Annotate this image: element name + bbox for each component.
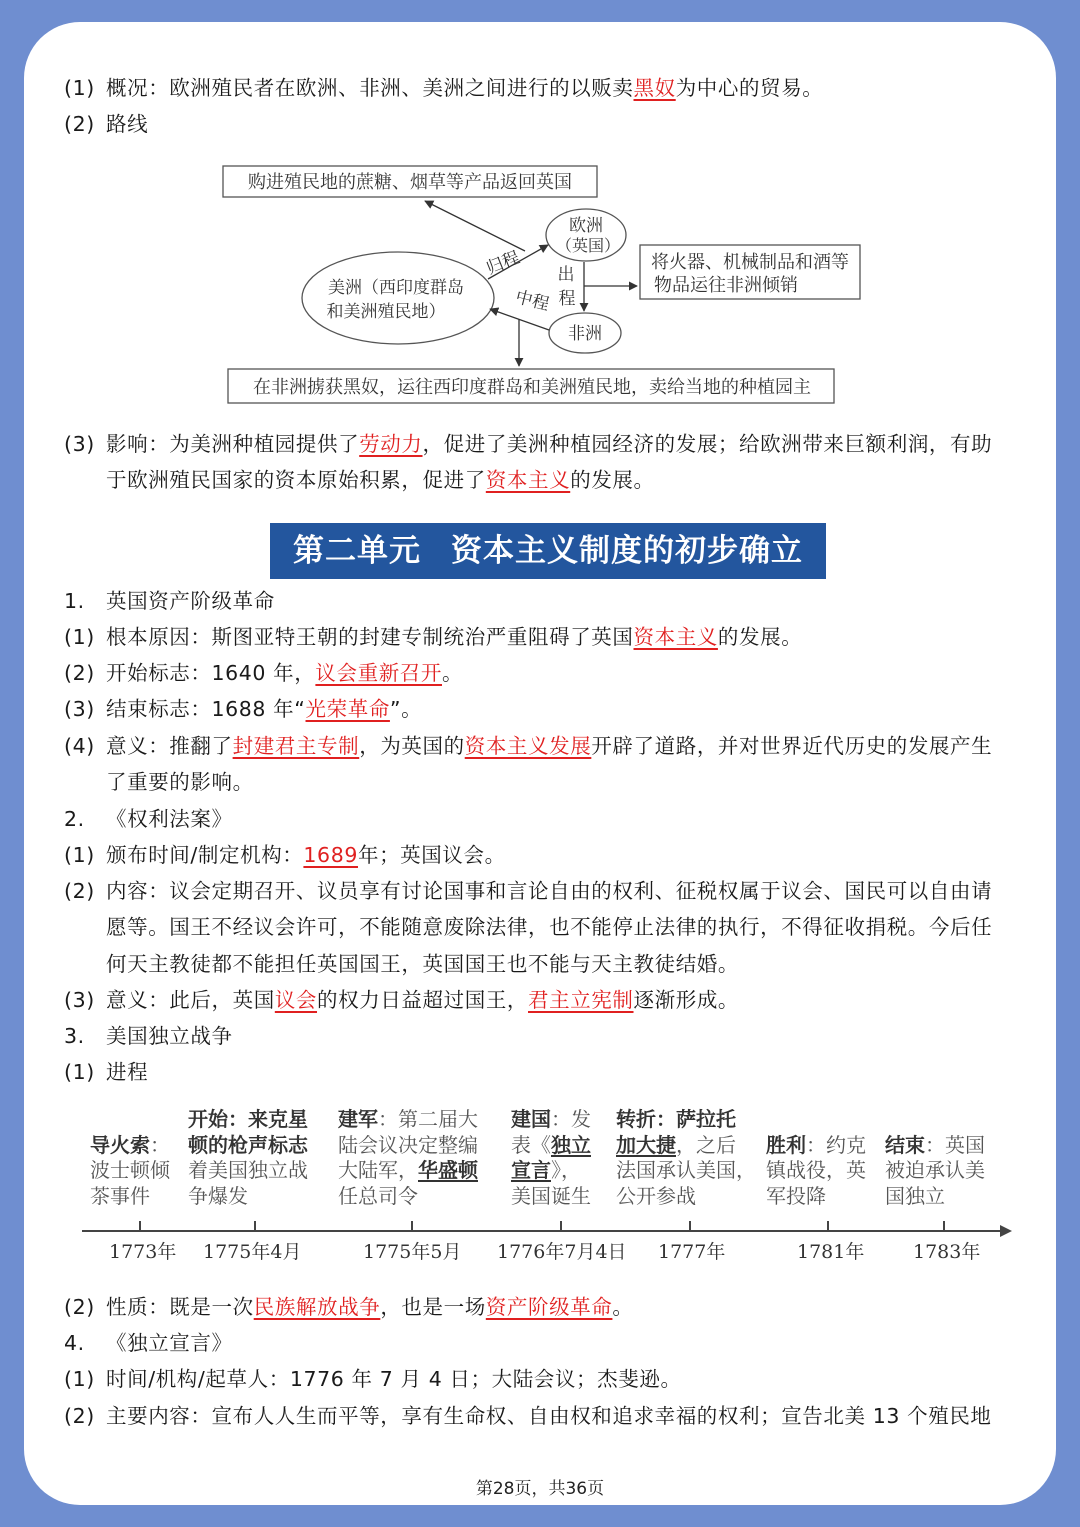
arrow-to-top-box [425,201,525,251]
text: 意义：推翻了 [106,734,233,758]
box-return-goods-text: 购进殖民地的蔗糖、烟草等产品返回英国 [248,172,572,193]
label-middle-leg: 中程 [513,287,552,315]
box-export-goods-text: 将火器、机械制品和酒等 [651,252,849,273]
text: ：发 [551,1107,591,1131]
section-number: 4. [64,1331,85,1355]
timeline-year: 1775年5月 [363,1241,462,1263]
key-term: 华盛顿 [418,1158,478,1182]
section-title [64,1325,1020,1361]
timeline-event [188,1107,308,1209]
text: 为中心的贸易。 [675,76,824,100]
section-heading: 《独立宣言》 [106,1331,233,1355]
event-label: 胜利 [766,1132,806,1157]
item-number: (3) [64,697,95,721]
text: 大陆军， [338,1158,418,1182]
item-number: (1) [64,625,95,649]
unit-heading [270,523,826,579]
text: ： [150,1132,170,1157]
node-america-label: 美洲（西印度群岛 [328,278,464,298]
triangular-trade-diagram [0,0,1080,420]
text: ，促进了美洲种植园经济的发展；给欧洲带来巨额利润，有助 [422,432,993,456]
key-term: 资本主义 [633,625,718,649]
timeline-event [766,1107,866,1209]
timeline-year: 1783年 [913,1241,981,1263]
war-process-label [64,1054,1020,1090]
text: 表《 [511,1132,551,1157]
text: 法国承认美国， [616,1158,756,1182]
page-number: 第28页，共36页 [475,1479,605,1499]
node-africa-label: 非洲 [568,324,602,344]
war-nature [64,1289,1020,1325]
text: 》， [551,1158,581,1182]
node-america [302,252,494,344]
item-number: (3) [64,432,95,456]
item-number: (1) [64,76,95,100]
text: 何天主教徒都不能担任英国国王，英国国王也不能与天主教徒结婚。 [106,952,739,976]
node-america-label: 和美洲殖民地） [326,302,446,322]
timeline-event [511,1107,591,1209]
text: ：萨拉托 [656,1107,736,1131]
key-term: 议会 [274,988,318,1012]
text: 军投降 [766,1183,826,1208]
text: 主要内容：宣布人人生而平等，享有生命权、自由权和追求幸福的权利；宣告北美 13 个殖民地 [106,1404,992,1428]
key-term: 民族解放战争 [253,1295,381,1319]
text: ：英国 [925,1132,985,1157]
text: 的发展。 [570,468,655,492]
text: 了重要的影响。 [106,770,254,794]
item-number: (1) [64,1367,95,1391]
item-number: (2) [64,1295,95,1319]
text: 。 [442,661,464,685]
text: ：第二届大 [378,1107,478,1131]
text: 路线 [106,112,149,136]
text: 开辟了道路，并对世界近代历史的发展产生 [591,734,993,758]
timeline-year: 1781年 [797,1241,865,1263]
text: 年；英国议会。 [357,843,506,867]
key-term: 劳动力 [359,432,423,456]
bill-content-line-1 [64,873,1020,909]
text: ”。 [389,697,423,721]
text: 意义：此后，英国 [106,988,275,1012]
item-number: (2) [64,661,95,685]
bill-content-line-3 [64,946,1020,982]
text: 美国诞生 [511,1183,591,1208]
box-export-goods-text: 物品运往非洲倾销 [654,275,798,296]
text: 国独立 [885,1183,945,1208]
section-heading: 美国独立战争 [106,1024,233,1048]
revolution-cause [64,619,1020,655]
section-title [64,801,1020,837]
revolution-meaning-line-2 [64,764,1020,800]
timeline-axis [0,1210,1080,1240]
item-number: (1) [64,1060,95,1084]
key-term: 1689 [303,843,358,867]
item-number: (4) [64,734,95,758]
text: 争爆发 [188,1183,248,1208]
text: 于欧洲殖民国家的资本原始积累，促进了 [106,468,486,492]
event-label: 导火索 [90,1132,150,1157]
section-number: 2. [64,807,85,831]
text: 被迫承认美 [885,1158,985,1182]
event-label: 建国 [511,1107,551,1131]
text: 进程 [106,1060,149,1084]
text: 公开参战 [616,1183,696,1208]
text: 的权力日益超过国王， [317,988,529,1012]
text: 性质：既是一次 [106,1295,254,1319]
key-term: 黑奴 [633,76,676,100]
event-label: 建军 [338,1107,378,1131]
text: 根本原因：斯图亚特王朝的封建专制统治严重阻碍了英国 [106,625,634,649]
section-number: 1. [64,589,85,613]
item-number: (3) [64,988,95,1012]
node-europe-label: 欧洲 [569,216,603,236]
text: ，为英国的 [359,734,465,758]
bill-meaning [64,982,1020,1018]
text: ，也是一场 [380,1295,486,1319]
text: 任总司令 [338,1183,418,1208]
timeline-year: 1773年 [109,1241,177,1263]
text: 顿的枪声标志 [188,1132,308,1157]
text: ：约克 [806,1132,866,1157]
text: 结束标志：1688 年“ [106,697,306,721]
key-term: 加大捷 [616,1132,676,1157]
bill-content-line-2 [64,909,1020,945]
text: 影响：为美洲种植园提供了 [106,432,360,456]
event-label: 开始 [188,1107,228,1131]
key-term: 封建君主专制 [232,734,360,758]
text: 愿等。国王不经议会许可，不能随意废除法律，也不能停止法律的执行，不得征收捐税。今后任 [106,915,993,939]
section-heading: 英国资产阶级革命 [106,589,275,613]
node-europe-label: （英国） [555,236,621,255]
timeline-event [90,1107,170,1209]
revolution-meaning-line-1 [64,728,1020,764]
timeline-year: 1775年4月 [203,1241,302,1263]
key-term: 君主立宪制 [528,988,634,1012]
text: 镇战役，英 [766,1158,866,1182]
item-number: (2) [64,112,95,136]
text: ：来克星 [228,1107,308,1131]
label-outbound-leg: 程 [558,289,576,309]
text: 陆会议决定整编 [338,1132,478,1157]
event-label: 转折 [616,1107,656,1131]
timeline-year: 1777年 [658,1241,726,1263]
text: 。 [612,1295,634,1319]
section-number: 3. [64,1024,85,1048]
trade-impact-line-2 [64,462,1020,498]
text: 茶事件 [90,1183,150,1208]
unit-title: 资本主义制度的初步确立 [451,533,803,569]
section-heading: 《权利法案》 [106,807,233,831]
text: 着美国独立战 [188,1158,308,1182]
text: 波士顿倾 [90,1158,170,1182]
text: 逐渐形成。 [633,988,740,1012]
timeline-event [885,1107,985,1209]
text: 开始标志：1640 年， [106,661,316,685]
text: 颁布时间/制定机构： [106,843,304,867]
section-title [64,1018,1020,1054]
revolution-start [64,655,1020,691]
unit-number: 第二单元 [293,533,421,569]
key-term: 资本主义 [485,468,571,492]
key-term: 资本主义发展 [464,734,592,758]
axis-arrow [1000,1225,1012,1237]
label-return-leg: 归程 [483,247,523,280]
bill-time [64,837,1020,873]
item-number: (2) [64,879,95,903]
item-number: (2) [64,1404,95,1428]
timeline-event [616,1107,756,1209]
key-term: 议会重新召开 [315,661,442,685]
text: ，之后 [676,1132,736,1157]
key-term: 独立 [551,1132,591,1157]
key-term: 宣言 [511,1158,551,1182]
section-title [64,583,1020,619]
text: 内容：议会定期召开、议员享有讨论国事和言论自由的权利、征税权属于议会、国民可以自由请 [106,879,993,903]
timeline-year: 1776年7月4日 [497,1241,627,1263]
declaration-content [64,1398,1020,1434]
trade-impact-line-1 [64,426,1020,462]
event-label: 结束 [885,1132,925,1157]
timeline-event [338,1107,478,1209]
box-slave-trade-text: 在非洲掳获黑奴，运往西印度群岛和美洲殖民地，卖给当地的种植园主 [253,377,811,398]
text: 时间/机构/起草人：1776 年 7 月 4 日；大陆会议；杰斐逊。 [106,1367,682,1391]
declaration-time [64,1361,1020,1397]
text: 的发展。 [717,625,803,649]
text: 概况：欧洲殖民者在欧洲、非洲、美洲之间进行的以贩卖 [106,76,634,100]
key-term: 光荣革命 [305,697,390,721]
label-outbound-leg: 出 [557,265,575,285]
key-term: 资产阶级革命 [485,1295,613,1319]
item-number: (1) [64,843,95,867]
revolution-end [64,691,1020,727]
